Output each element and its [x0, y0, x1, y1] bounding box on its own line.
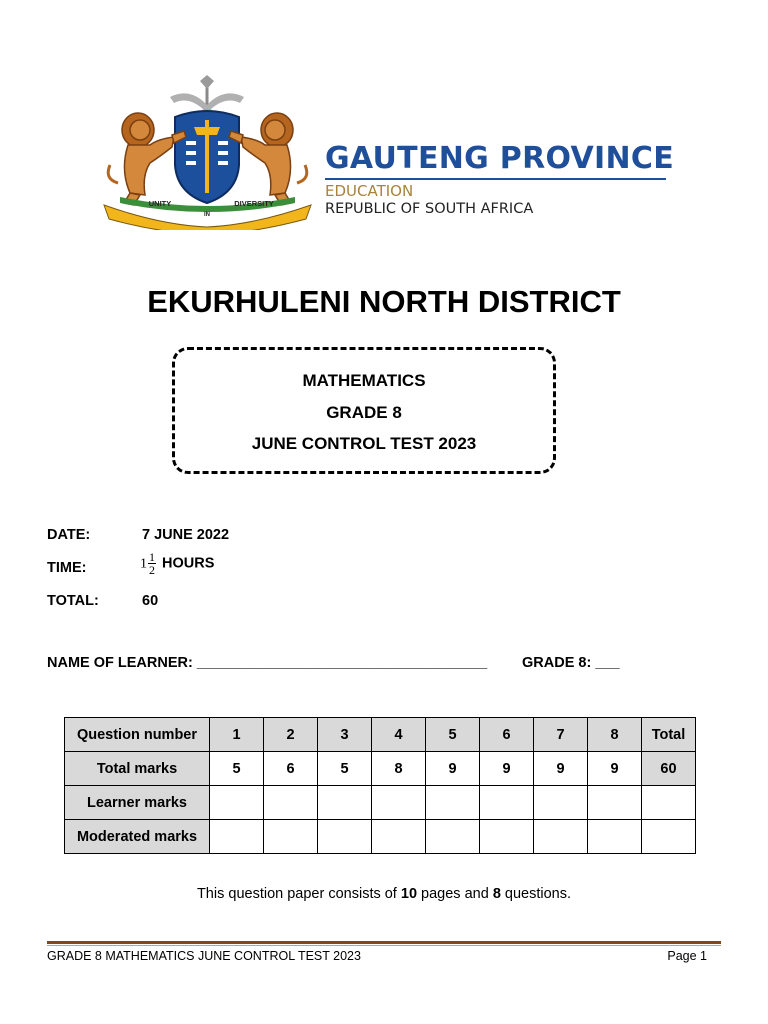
footer-title: GRADE 8 MATHEMATICS JUNE CONTROL TEST 2023 — [47, 949, 361, 963]
subject-title: MATHEMATICS — [302, 371, 426, 390]
footer-divider — [47, 941, 721, 944]
moderated-mark-cell[interactable] — [210, 820, 264, 854]
total-label: TOTAL: — [47, 593, 99, 609]
table-cell: Learner marks — [65, 786, 210, 820]
time-value — [140, 551, 214, 576]
moderated-mark-cell[interactable] — [426, 820, 480, 854]
learner-mark-cell[interactable] — [318, 786, 372, 820]
test-title: JUNE CONTROL TEST 2023 — [251, 434, 477, 453]
time-unit: HOURS — [162, 555, 215, 572]
department-name: EDUCATION — [325, 182, 414, 200]
country-name: REPUBLIC OF SOUTH AFRICA — [325, 201, 534, 217]
table-cell: 9 — [588, 752, 642, 786]
table-cell: 2 — [264, 718, 318, 752]
date-label: DATE: — [47, 527, 91, 543]
motto-diversity: DIVERSITY — [234, 199, 274, 208]
learner-name-field[interactable]: NAME OF LEARNER: ____________________________________ — [47, 655, 488, 671]
learner-mark-cell[interactable] — [264, 786, 318, 820]
moderated-mark-cell[interactable] — [318, 820, 372, 854]
province-title: GAUTENG PROVINCE — [325, 141, 674, 176]
province-underline — [325, 178, 666, 180]
table-cell: Question number — [65, 718, 210, 752]
moderated-mark-cell[interactable] — [534, 820, 588, 854]
table-cell: Moderated marks — [65, 820, 210, 854]
table-cell: 8 — [372, 752, 426, 786]
table-cell: 5 — [426, 718, 480, 752]
table-row — [65, 752, 696, 786]
district-title: EKURHULENI NORTH DISTRICT — [147, 284, 621, 319]
moderated-mark-cell[interactable] — [642, 820, 696, 854]
moderated-mark-cell[interactable] — [588, 820, 642, 854]
learner-mark-cell[interactable] — [588, 786, 642, 820]
learner-mark-cell[interactable] — [534, 786, 588, 820]
page-number: Page 1 — [667, 949, 707, 963]
coat-of-arms-logo — [100, 75, 315, 230]
table-cell: 8 — [588, 718, 642, 752]
total-value: 60 — [142, 593, 159, 609]
paper-info: This question paper consists of 10 pages and 8 questions. — [196, 886, 572, 902]
time-label: TIME: — [47, 560, 87, 576]
motto-unity: UNITY — [148, 199, 172, 208]
table-cell: 6 — [480, 718, 534, 752]
table-cell: 60 — [642, 752, 696, 786]
moderated-mark-cell[interactable] — [264, 820, 318, 854]
table-cell: 9 — [480, 752, 534, 786]
table-cell: Total — [642, 718, 696, 752]
table-row — [65, 820, 696, 854]
table-cell: 3 — [318, 718, 372, 752]
table-row — [65, 786, 696, 820]
learner-mark-cell[interactable] — [372, 786, 426, 820]
table-row — [65, 718, 696, 752]
table-cell: 4 — [372, 718, 426, 752]
learner-mark-cell[interactable] — [642, 786, 696, 820]
title-box — [172, 347, 556, 474]
table-cell: 7 — [534, 718, 588, 752]
learner-grade-field[interactable]: GRADE 8: ___ — [522, 655, 620, 671]
table-cell: 9 — [426, 752, 480, 786]
learner-mark-cell[interactable] — [426, 786, 480, 820]
marks-table — [64, 717, 696, 854]
footer-divider-thin — [47, 945, 721, 946]
table-cell: 5 — [210, 752, 264, 786]
learner-mark-cell[interactable] — [480, 786, 534, 820]
time-fraction: $\frac{1}{2}$ — [149, 550, 155, 577]
time-whole: 1 — [140, 556, 147, 572]
date-value: 7 JUNE 2022 — [142, 527, 230, 543]
table-cell: 5 — [318, 752, 372, 786]
table-cell: 9 — [534, 752, 588, 786]
motto-in: IN — [204, 212, 210, 218]
moderated-mark-cell[interactable] — [480, 820, 534, 854]
table-cell: Total marks — [65, 752, 210, 786]
table-cell: 6 — [264, 752, 318, 786]
table-cell: 1 — [210, 718, 264, 752]
grade-title: GRADE 8 — [326, 403, 402, 422]
learner-mark-cell[interactable] — [210, 786, 264, 820]
moderated-mark-cell[interactable] — [372, 820, 426, 854]
